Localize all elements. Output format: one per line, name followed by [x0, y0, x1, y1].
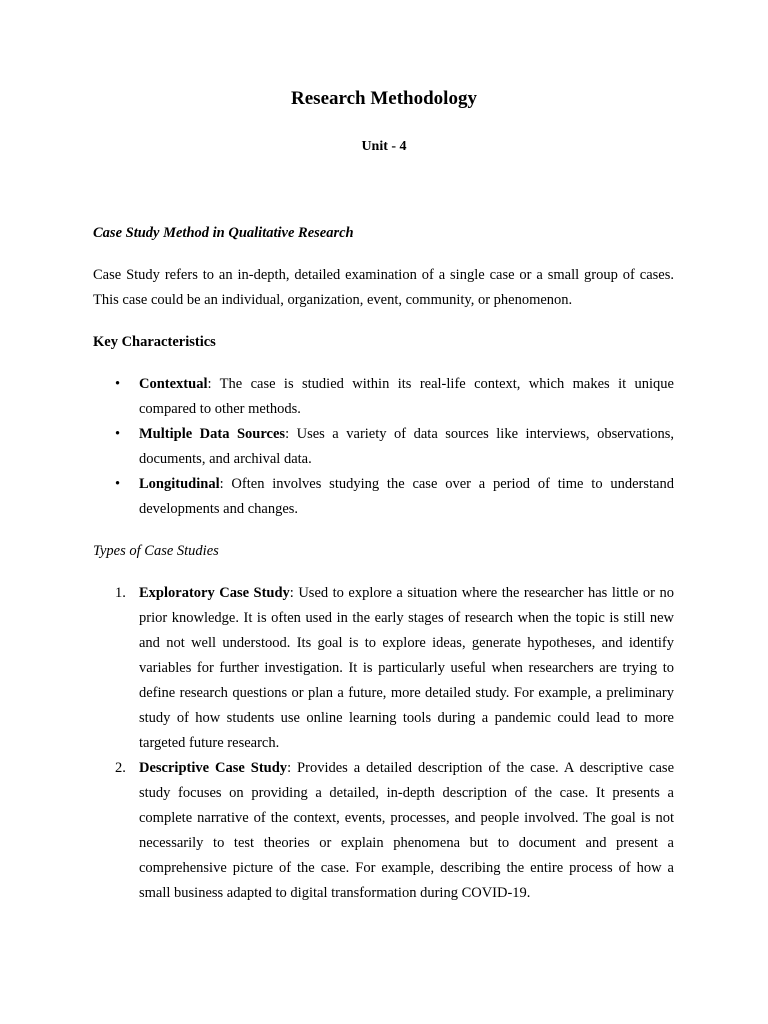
key-characteristics-list [93, 372, 674, 522]
list-item-text: : Used to explore a situation where the researcher has little or no prior knowledge. It is often used in the early stages of research when the topic is still new and not well understood. Its goal is to explore ideas, generate hypotheses, and identify variables for further investigation. It is particularly useful when researchers are trying to define research questions or plan a future, more detailed study. For example, a preliminary study of how students use online learning tools during a pandemic could lead to more targeted future research. [139, 585, 674, 751]
document-body [93, 221, 674, 923]
list-item [93, 422, 674, 472]
bullet-icon: • [115, 376, 121, 392]
types-list [93, 581, 674, 906]
list-item-text: : The case is studied within its real-life context, which makes it unique compared to other methods. [139, 376, 674, 417]
list-item-text: : Often involves studying the case over a period of time to understand developments and changes. [139, 476, 674, 517]
unit-label: Unit - 4 [361, 139, 407, 154]
key-characteristics-heading: Key Characteristics [93, 334, 216, 350]
list-number: 2. [115, 760, 126, 776]
list-number: 1. [115, 585, 126, 601]
list-item-term: Multiple Data Sources [139, 426, 286, 442]
list-item-term: Contextual [139, 376, 208, 392]
list-item-term: Longitudinal [139, 476, 220, 492]
types-heading: Types of Case Studies [93, 543, 219, 559]
list-item-text: : Provides a detailed description of the case. A descriptive case study focuses on providing a detailed, in-depth description of the case. It presents a complete narrative of the context, events, processes, and people involved. The goal is not necessarily to test theories or explain phenomena but to document and present a comprehensive picture of the case. For example, describing the entire process of how a small business adapted to digital transformation during COVID-19. [139, 760, 674, 901]
list-item-text: : Uses a variety of data sources like interviews, observations, documents, and archival data. [139, 426, 674, 467]
list-item [93, 472, 674, 522]
list-item-term: Descriptive Case Study [139, 760, 288, 776]
section-heading: Case Study Method in Qualitative Research [93, 225, 354, 241]
bullet-icon: • [115, 476, 121, 492]
list-item [93, 581, 674, 756]
list-item [93, 372, 674, 422]
list-item [93, 756, 674, 906]
bullet-icon: • [115, 426, 121, 442]
document-title: Research Methodology [291, 88, 477, 109]
list-item-term: Exploratory Case Study [139, 585, 290, 601]
intro-paragraph: Case Study refers to an in-depth, detailed examination of a single case or a small group of cases. This case could be an individual, organization, event, community, or phenomenon. [93, 267, 674, 308]
